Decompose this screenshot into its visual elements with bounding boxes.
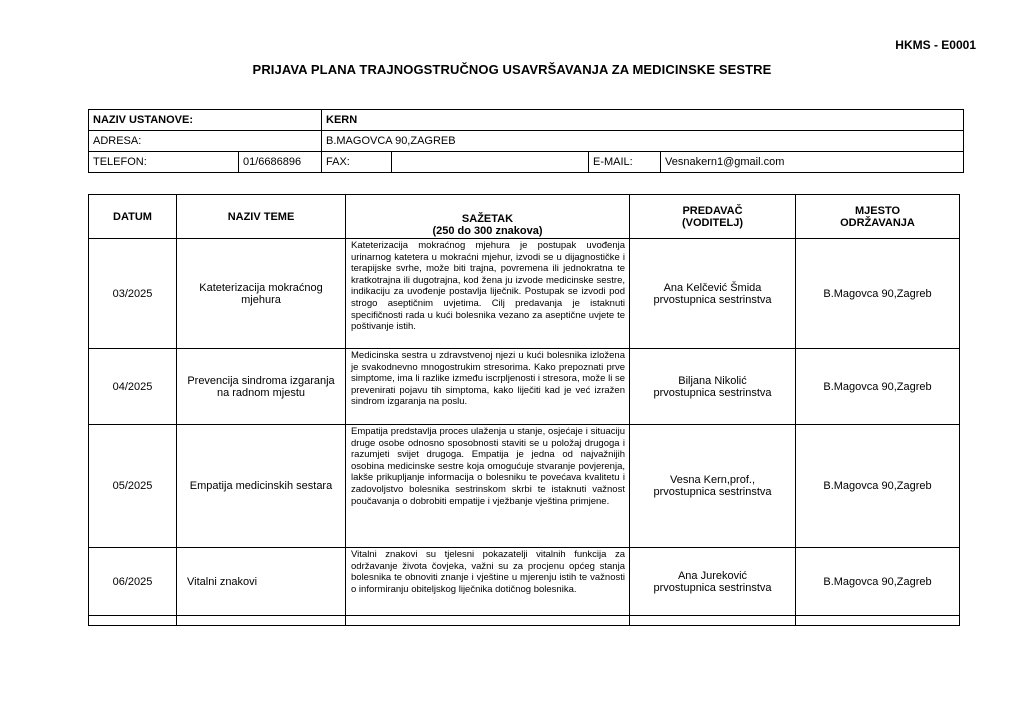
header-predavac-label: PREDAVAČ (682, 204, 743, 217)
predavac-role: prvostupnica sestrinstva (653, 486, 772, 498)
header-predavac-sub: (VODITELJ) (681, 216, 744, 229)
header-mjesto-label: MJESTO (854, 204, 901, 217)
row-datum: 04/2025 (89, 349, 177, 425)
predavac-name: Ana Jureković (677, 569, 748, 582)
education-plan-table (88, 194, 960, 626)
row-sazetak: Medicinska sestra u zdravstvenoj njezi u kući bolesnika izložena je svakodnevno mnogostrukim stresorima. Kako prepoznati prve simptome, ima li razlike između iscrpljenosti i stresora, može li se prevenirati pojavu tih simptoma, kako liječiti kad je već izražen sindrom izgaranja na poslu. (346, 349, 630, 425)
header-predavac (630, 195, 796, 239)
empty-cell (177, 616, 346, 626)
row-mjesto: B.Magovca 90,Zagreb (796, 349, 960, 425)
empty-cell (630, 616, 796, 626)
row-predavac (630, 349, 796, 425)
naziv-value: KERN (322, 110, 964, 131)
predavac-role: prvostupnica sestrinstva (653, 581, 772, 594)
predavac-role: prvostupnica sestrinstva (653, 386, 772, 399)
form-code: HKMS - E0001 (895, 38, 976, 52)
header-tema: NAZIV TEME (177, 195, 346, 239)
predavac-name: Biljana Nikolić (678, 374, 747, 387)
plan-header-row (89, 195, 960, 239)
table-row (89, 425, 960, 548)
adresa-row (89, 131, 964, 152)
fax-label: FAX: (322, 152, 392, 173)
header-mjesto (796, 195, 960, 239)
adresa-value: B.MAGOVCA 90,ZAGREB (322, 131, 964, 152)
email-value: Vesnakern1@gmail.com (661, 152, 964, 173)
fax-value (392, 152, 589, 173)
row-sazetak: Kateterizacija mokraćnog mjehura je postupak uvođenja urinarnog katetera u mokraćni mjehur, izvodi se u dijagnostičke i terapijske svrhe, može biti trajna, povremena ili jednokratna te kratkotrajna ili dugotrajna, kod žena ju izvode medicinske sestre, indikaciju za uvođenje postavlja liječnik. Postupak se izvodi pod strogo aseptičnim uvjetima. Cilj predavanja je istaknuti specifičnosti rada u kući bolesnika vezano za aseptične uvjete te poštivanje istih. (346, 239, 630, 349)
empty-cell (796, 616, 960, 626)
empty-cell (346, 616, 630, 626)
table-row-empty (89, 616, 960, 626)
row-predavac (630, 548, 796, 616)
row-datum: 05/2025 (89, 425, 177, 548)
telefon-value: 01/6686896 (239, 152, 322, 173)
empty-cell (89, 616, 177, 626)
row-predavac (630, 239, 796, 349)
adresa-label: ADRESA: (89, 131, 322, 152)
contact-row (89, 152, 964, 173)
row-sazetak: Empatija predstavlja proces ulaženja u stanje, osjećaje i situaciju druge osobe odnosno sposobnosti staviti se u položaj drugoga i razumjeti svijet drugoga. Empatija je jedna od najvažnijih osobina medicinske sestre koja omogućuje stvaranje povjerenja, lakše prikupljanje informacija o bolesniku te povećava kvalitetu i zadovoljstvo bolesnika sestrinskom skrbi te istaknuti važnost poučavanja o dobrobiti empatije i vježbanje vještina primjene. (346, 425, 630, 548)
row-mjesto: B.Magovca 90,Zagreb (796, 425, 960, 548)
header-sazetak (346, 195, 630, 239)
telefon-label: TELEFON: (89, 152, 239, 173)
header-mjesto-sub: ODRŽAVANJA (840, 216, 915, 229)
naziv-row (89, 110, 964, 131)
row-mjesto: B.Magovca 90,Zagreb (796, 548, 960, 616)
predavac-role: prvostupnica sestrinstva (653, 293, 772, 306)
table-row (89, 239, 960, 349)
predavac-name: Vesna Kern,prof., (670, 474, 755, 486)
header-sazetak-label: SAŽETAK (461, 213, 514, 225)
row-sazetak: Vitalni znakovi su tjelesni pokazatelji vitalnih funkcija za održavanje života čovjeka, važni su za procjenu općeg stanja bolesnika te obnoviti znanje i vještine u mjerenju istih te važnosti o informiranju obiteljskog liječnika dotičnog bolesnika. (346, 548, 630, 616)
header-sazetak-sub: (250 do 300 znakova) (432, 225, 543, 237)
row-tema: Prevencija sindroma izgaranja na radnom mjestu (177, 349, 346, 425)
predavac-name: Ana Kelčević Šmida (663, 281, 762, 294)
row-predavac (630, 425, 796, 548)
row-tema: Vitalni znakovi (177, 548, 346, 616)
email-label: E-MAIL: (589, 152, 661, 173)
row-datum: 06/2025 (89, 548, 177, 616)
naziv-label: NAZIV USTANOVE: (89, 110, 322, 131)
row-datum: 03/2025 (89, 239, 177, 349)
header-datum: DATUM (89, 195, 177, 239)
row-tema: Empatija medicinskih sestara (177, 425, 346, 548)
page-title: PRIJAVA PLANA TRAJNOGSTRUČNOG USAVRŠAVANJA ZA MEDICINSKE SESTRE (252, 62, 772, 77)
table-row (89, 548, 960, 616)
row-mjesto: B.Magovca 90,Zagreb (796, 239, 960, 349)
table-row (89, 349, 960, 425)
row-tema: Kateterizacija mokraćnog mjehura (177, 239, 346, 349)
institution-info-table (88, 109, 964, 173)
